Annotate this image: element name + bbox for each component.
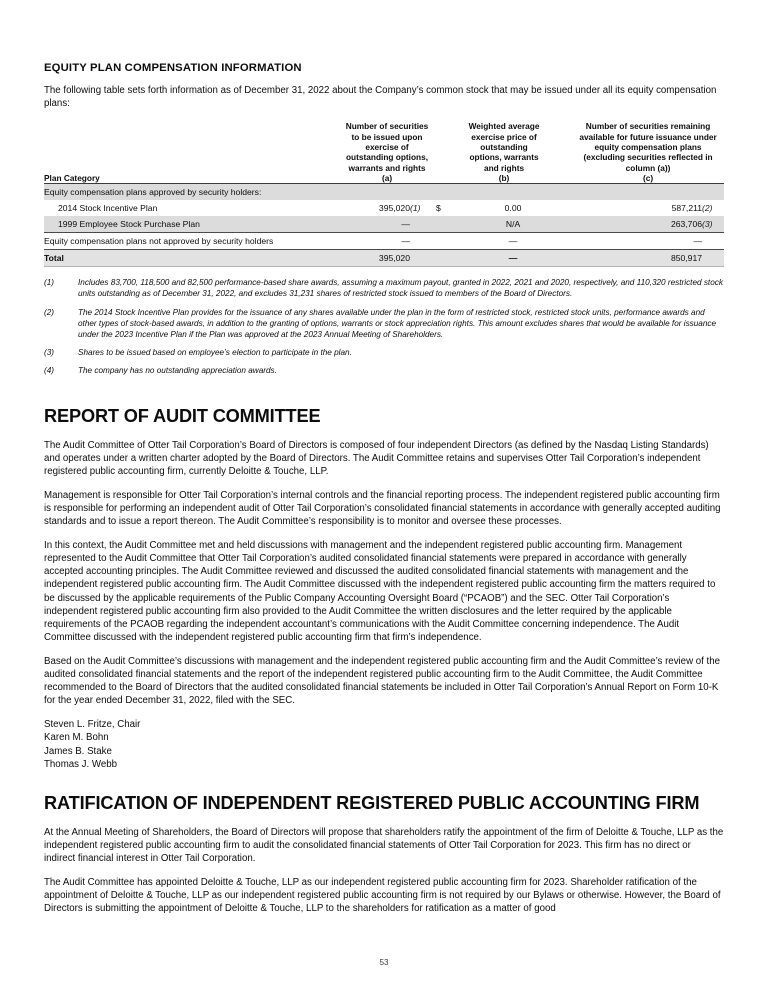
ratification-heading: RATIFICATION OF INDEPENDENT REGISTERED PUBLIC ACCOUNTING FIRM [44, 792, 700, 813]
row-dollar-sign [436, 233, 454, 250]
col-c-line-2: available for future issuance under [579, 131, 717, 142]
audit-paragraph-2: Management is responsible for Otter Tail Corporation’s internal controls and the financial reporting process. The independent registered public accounting firm is responsible for performing an independent audit of Otter Tail Corporation’s consolidated financial statements in accordance with generally accepted auditing standards and to issue a report thereon. The Audit Committee’s responsibility is to monitor and oversee these processes. [44, 489, 721, 528]
audit-committee-signatories [44, 718, 724, 770]
spacer [44, 426, 724, 439]
footnote-marker: (4) [44, 366, 55, 376]
equity-plan-table [44, 121, 724, 267]
row-label: 2014 Stock Incentive Plan [58, 203, 158, 214]
footnote-item [44, 347, 724, 358]
footnote-item [44, 365, 724, 376]
col-b-line-1: Weighted average [468, 121, 540, 132]
row-value-b [454, 184, 572, 201]
spacer [44, 813, 724, 826]
row-footnote-a: (1) [410, 203, 421, 214]
row-footnote-c [702, 233, 724, 250]
ratification-paragraph-2: The Audit Committee has appointed Deloitte & Touche, LLP as our independent registered public accounting firm for 2023. Shareholder ratification of the appointment of Deloitte & Touche, LLP as our independent registered public accounting firm is not required by our Bylaws or otherwise. However, the Board of Directors is submitting the appointment of Deloitte & Touche, LLP to the shareholders for ratification as a matter of good [44, 877, 721, 915]
footnote-marker: (3) [44, 348, 55, 358]
row-footnote-c: (2) [702, 203, 713, 214]
audit-paragraph-1: The Audit Committee of Otter Tail Corporation’s Board of Directors is composed of four independent Directors (as defined by the Nasdaq Listing Standards) and operates under a written charter adopted by the Board of Directors. The Audit Committee retains and supervises Otter Tail Corporation’s independent registered public accounting firm, currently Deloitte & Touche, LLP. [44, 439, 709, 477]
table-header-col-c [572, 121, 724, 173]
column-letter-c: (c) [572, 173, 724, 184]
col-c-line-5: column (a)) [625, 162, 671, 173]
row-dollar-sign [436, 216, 454, 233]
footnote-marker: (2) [44, 307, 55, 317]
row-footnote-a [410, 233, 436, 250]
row-footnote-a [410, 184, 436, 201]
table-row [44, 233, 724, 250]
row-value-a [338, 184, 410, 201]
footnote-text: Shares to be issued based on employee’s election to participate in the plan. [78, 348, 352, 358]
signatory-name: Thomas J. Webb [44, 758, 118, 770]
row-value-c: 587,211 [671, 203, 703, 214]
total-value-b: — [454, 250, 572, 267]
row-value-a: — [338, 216, 410, 233]
row-footnote-c [702, 184, 724, 201]
total-footnote-c [702, 250, 724, 267]
audit-report-heading: REPORT OF AUDIT COMMITTEE [44, 405, 321, 426]
column-letter-a: (a) [338, 173, 436, 184]
row-value-b: — [454, 233, 572, 250]
col-c-line-1: Number of securities remaining [585, 121, 711, 132]
col-a-line-5: warrants and rights [348, 162, 426, 173]
table-header-blank [44, 121, 338, 173]
row-value-a: — [338, 233, 410, 250]
table-footnotes [44, 277, 724, 376]
signatory-name: Steven L. Fritze, Chair [44, 719, 141, 731]
row-value-c [572, 184, 702, 201]
table-total-row [44, 250, 724, 267]
table-row [44, 200, 724, 216]
row-value-c: 263,706 [572, 216, 702, 233]
row-label: 1999 Employee Stock Purchase Plan [44, 216, 338, 233]
equity-section-heading: EQUITY PLAN COMPENSATION INFORMATION [44, 62, 302, 74]
table-row [44, 184, 724, 201]
footnote-text: Includes 83,700, 118,500 and 82,500 performance-based share awards, assuming a maximum payout, granted in 2022, 2021 and 2020, respectively, and 110,320 restricted stock units outstanding as of December 31, 2022, and excludes 31,231 shares of restricted stock issued to members of the Board of Directors. [78, 278, 723, 299]
col-b-line-3: outstanding [480, 141, 528, 152]
col-a-line-3: exercise of [365, 141, 409, 152]
plan-category-label: Plan Category [44, 173, 338, 184]
footnote-text: The company has no outstanding appreciation awards. [78, 366, 277, 376]
equity-section-intro: The following table sets forth information as of December 31, 2022 about the Company’s common stock that may be issued under all its equity compensation plans: [44, 84, 717, 110]
col-a-line-4: outstanding options, [345, 152, 429, 163]
row-footnote-a [410, 216, 436, 233]
row-value-b: N/A [454, 216, 572, 233]
ratification-paragraph-1: At the Annual Meeting of Shareholders, the Board of Directors will propose that shareholders ratify the appointment of the firm of Deloitte & Touche, LLP as the independent registered public accounting firm to audit the consolidated financial statements of Otter Tail Corporation for 2023. This firm has no direct or indirect financial interest in Otter Tail Corporation. [44, 826, 724, 864]
column-letter-b: (b) [436, 173, 572, 184]
col-b-line-5: and rights [483, 162, 525, 173]
footnote-text: The 2014 Stock Incentive Plan provides for the issuance of any shares available under the plan in the form of restricted stock, restricted stock units, performance awards and other types of stock-based awards, in addition to the granting of options, warrants or stock appreciation rights. This amount excludes shares that would be available for issuance under the 2023 Incentive Plan if the Plan was approved at the 2023 Annual Meeting of Shareholders. [78, 307, 717, 340]
row-value-b: 0.00 [504, 203, 522, 214]
signatory-name: Karen M. Bohn [44, 732, 109, 744]
col-b-line-4: options, warrants [469, 152, 539, 163]
audit-paragraph-4: Based on the Audit Committee’s discussions with management and the independent registered public accounting firm and the Audit Committee’s review of the audited consolidated financial statements and the report of the independent registered public accounting firm to the Audit Committee, the Audit Committee recommended to the Board of Directors that the audited consolidated financial statements be included in Otter Tail Corporation’s Annual Report on Form 10-K for the year ended December 31, 2022, filed with the SEC. [44, 655, 720, 707]
row-dollar-sign [436, 184, 454, 201]
table-header-col-b [436, 121, 572, 173]
footnote-item [44, 277, 724, 299]
footnote-item [44, 307, 724, 341]
table-column-letters-row [44, 173, 724, 184]
total-label: Total [44, 250, 338, 267]
spacer [44, 384, 724, 406]
table-header-row [44, 121, 724, 173]
audit-paragraph-3: In this context, the Audit Committee met and held discussions with management and the independent registered public accounting firm. Management represented to the Audit Committee that Otter Tail Corporation’s audited consolidated financial statements were prepared in accordance with generally accepted accounting principles. The Audit Committee reviewed and discussed the audited consolidated financial statements with management and the independent registered public accounting firm. The Audit Committee discussed with the independent registered public accounting firm the matters required to be discussed by the applicable requirements of the Public Company Accounting Oversight Board (“PCAOB”) and the SEC. Otter Tail Corporation’s independent registered public accounting firm also provided to the Audit Committee the written disclosures and the letter required by the applicable requirements of the PCAOB regarding the independent accountant’s communications with the Audit Committee concerning independence. The Audit Committee discussed with the independent registered public accounting firm that firm’s independence. [44, 540, 716, 643]
col-b-line-2: exercise price of [471, 131, 537, 142]
page-content [44, 62, 724, 926]
signatory-name: James B. Stake [44, 745, 112, 757]
page-number: 53 [379, 958, 389, 967]
spacer [44, 771, 724, 793]
row-value-a: 395,020 [378, 203, 410, 214]
row-footnote-c: (3) [702, 216, 724, 233]
table-header-col-a [338, 121, 436, 173]
row-label: Equity compensation plans approved by security holders: [44, 184, 338, 201]
col-c-line-3: equity compensation plans [594, 141, 702, 152]
table-row [44, 216, 724, 233]
row-label: Equity compensation plans not approved by security holders [44, 233, 338, 250]
row-value-c: — [572, 233, 702, 250]
total-value-a: 395,020 [338, 250, 410, 267]
total-value-c: 850,917 [572, 250, 702, 267]
row-dollar-sign: $ [436, 203, 441, 214]
total-footnote-a [410, 250, 436, 267]
col-a-line-2: to be issued upon [351, 131, 423, 142]
footnote-marker: (1) [44, 278, 55, 288]
col-a-line-1: Number of securities [345, 121, 429, 132]
col-c-line-4: (excluding securities reflected in [583, 152, 713, 163]
total-dollar-sign [436, 250, 454, 267]
